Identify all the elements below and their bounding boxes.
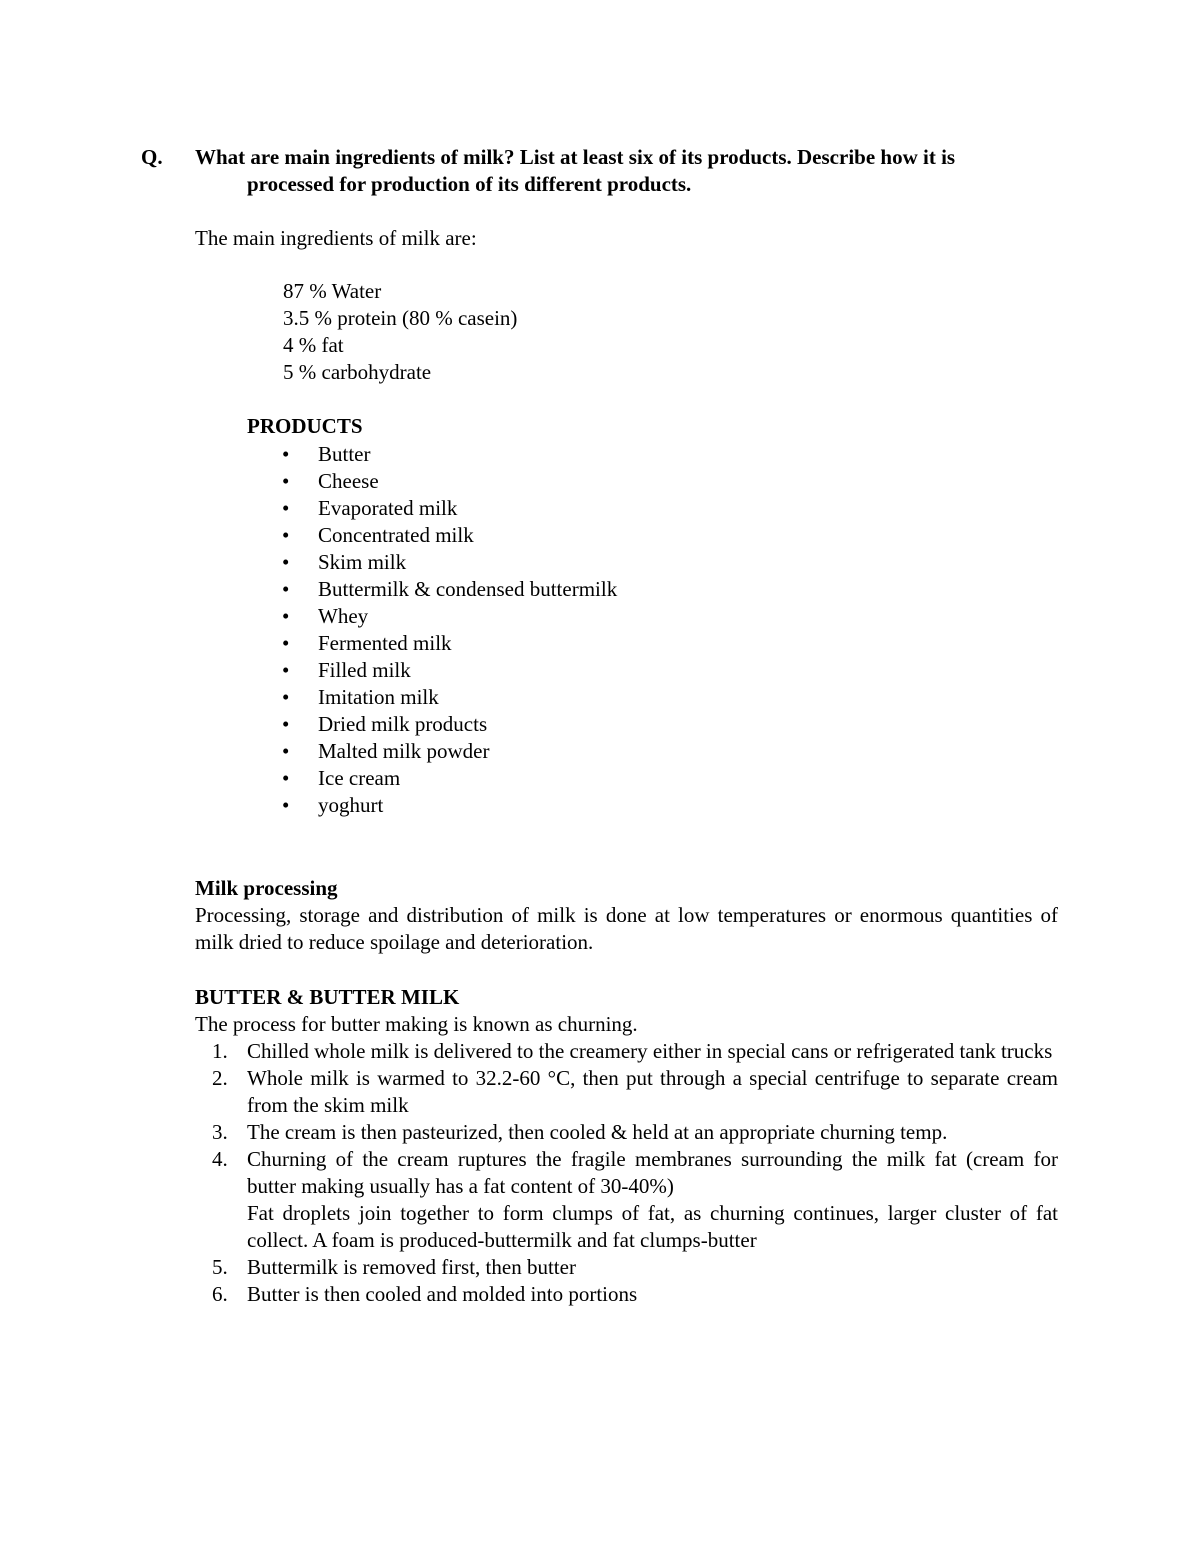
product-label: Skim milk	[318, 550, 407, 574]
step-text: Chilled whole milk is delivered to the creamery either in special cans or refrigerated tank trucks	[247, 1039, 1053, 1063]
ingredients-intro: The main ingredients of milk are:	[195, 226, 477, 250]
ingredient-item: 87 % Water	[283, 279, 382, 303]
product-label: Butter	[318, 442, 371, 466]
product-item	[247, 495, 617, 522]
butter-step	[195, 1281, 1058, 1308]
ingredient-item: 3.5 % protein (80 % casein)	[283, 306, 518, 330]
product-label: Concentrated milk	[318, 523, 474, 547]
question-line-1: What are main ingredients of milk? List at least six of its products. Describe how it is	[195, 145, 956, 169]
step-number: 1.	[212, 1039, 228, 1063]
step-text: Buttermilk is removed first, then butter	[247, 1255, 576, 1279]
bullet-icon: •	[282, 577, 290, 601]
bullet-icon: •	[282, 658, 290, 682]
step-number: 5.	[212, 1255, 228, 1279]
product-item	[247, 765, 617, 792]
product-item	[247, 630, 617, 657]
question-text	[195, 144, 1065, 198]
question-label: Q.	[141, 145, 163, 169]
bullet-icon: •	[282, 604, 290, 628]
bullet-icon: •	[282, 712, 290, 736]
product-item	[247, 441, 617, 468]
ingredient-item: 4 % fat	[283, 333, 344, 357]
butter-intro: The process for butter making is known as churning.	[195, 1012, 638, 1036]
product-label: Cheese	[318, 469, 379, 493]
butter-step	[195, 1119, 1058, 1146]
bullet-icon: •	[282, 442, 290, 466]
question-line-2: processed for production of its different products.	[247, 172, 692, 196]
butter-steps-list	[195, 1038, 1058, 1308]
step-number: 4.	[212, 1147, 228, 1171]
bullet-icon: •	[282, 793, 290, 817]
product-label: Ice cream	[318, 766, 401, 790]
bullet-icon: •	[282, 766, 290, 790]
product-item	[247, 711, 617, 738]
bullet-icon: •	[282, 469, 290, 493]
step-number: 3.	[212, 1120, 228, 1144]
bullet-icon: •	[282, 631, 290, 655]
product-label: Buttermilk & condensed buttermilk	[318, 577, 618, 601]
bullet-icon: •	[282, 739, 290, 763]
product-label: yoghurt	[318, 793, 384, 817]
bullet-icon: •	[282, 496, 290, 520]
step-text: Churning of the cream ruptures the fragile membranes surrounding the milk fat (cream for butter making usually has a fat content of 30-40%)	[247, 1147, 1058, 1198]
milk-processing-body: Processing, storage and distribution of milk is done at low temperatures or enormous quantities of milk dried to reduce spoilage and deterioration.	[195, 903, 1058, 954]
product-label: Imitation milk	[318, 685, 439, 709]
product-label: Evaporated milk	[318, 496, 458, 520]
product-item	[247, 522, 617, 549]
milk-processing-heading: Milk processing	[195, 876, 338, 900]
product-item	[247, 603, 617, 630]
ingredients-list	[283, 278, 517, 386]
step-number: 2.	[212, 1066, 228, 1090]
product-item	[247, 468, 617, 495]
step-extra-text: Fat droplets join together to form clumps of fat, as churning continues, larger cluster of fat collect. A foam is produced-buttermilk and fat clumps-butter	[247, 1201, 1058, 1252]
step-text: Butter is then cooled and molded into portions	[247, 1282, 638, 1306]
step-text: Whole milk is warmed to 32.2-60 °C, then put through a special centrifuge to separate cream from the skim milk	[247, 1066, 1058, 1117]
step-number: 6.	[212, 1282, 228, 1306]
product-item	[247, 792, 617, 819]
butter-step	[195, 1146, 1058, 1254]
butter-step	[195, 1038, 1058, 1065]
product-item	[247, 576, 617, 603]
bullet-icon: •	[282, 523, 290, 547]
product-label: Filled milk	[318, 658, 411, 682]
butter-step	[195, 1065, 1058, 1119]
products-heading: PRODUCTS	[247, 414, 363, 438]
butter-step	[195, 1254, 1058, 1281]
product-label: Fermented milk	[318, 631, 452, 655]
products-list	[247, 441, 617, 819]
bullet-icon: •	[282, 550, 290, 574]
product-label: Whey	[318, 604, 369, 628]
product-label: Dried milk products	[318, 712, 488, 736]
product-item	[247, 684, 617, 711]
bullet-icon: •	[282, 685, 290, 709]
product-item	[247, 738, 617, 765]
product-item	[247, 549, 617, 576]
ingredient-item: 5 % carbohydrate	[283, 360, 432, 384]
product-item	[247, 657, 617, 684]
butter-heading: BUTTER & BUTTER MILK	[195, 985, 460, 1009]
product-label: Malted milk powder	[318, 739, 490, 763]
step-text: The cream is then pasteurized, then cooled & held at an appropriate churning temp.	[247, 1120, 948, 1144]
